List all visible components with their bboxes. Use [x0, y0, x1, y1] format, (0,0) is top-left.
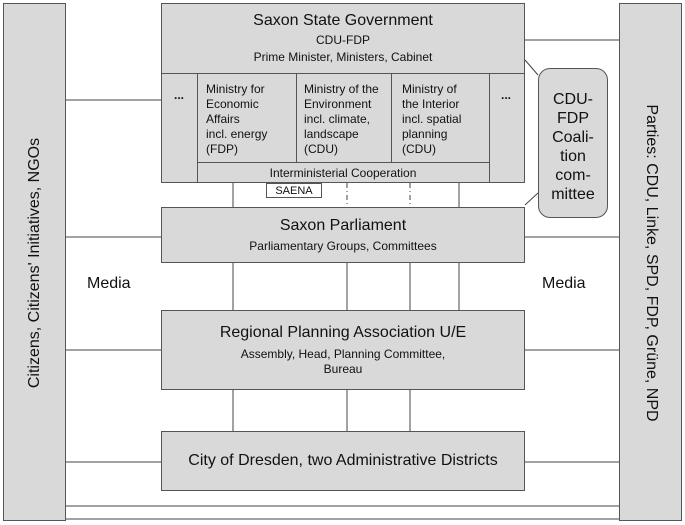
saena-label: SAENA — [266, 183, 322, 198]
citizens-bar — [3, 3, 66, 521]
media-left-label: Media — [87, 275, 131, 292]
coalition-committee-box — [538, 68, 608, 218]
ministry-interior: Ministry of the Interior incl. spatial planning (CDU) — [402, 82, 462, 156]
parliament-subtitle: Parliamentary Groups, Committees — [249, 239, 437, 253]
connector-coalition-parliament — [525, 193, 538, 205]
ministry-ellipsis-left — [162, 74, 198, 182]
coalition-line-2: FDP — [557, 110, 589, 127]
coalition-line-3: Coali- — [552, 129, 594, 146]
coalition-line-5: com- — [555, 167, 591, 184]
coalition-line-4: tion — [560, 148, 586, 165]
parties-label: Parties: CDU, Linke, SPD, FDP, Grüne, NPD — [643, 104, 660, 422]
citizens-label: Citizens, Citizens' Initiatives, NGOs — [26, 137, 43, 389]
ministries-row — [161, 73, 525, 183]
connector-coalition-government — [525, 60, 538, 75]
regional-subtitle-1: Assembly, Head, Planning Committee, — [240, 347, 446, 361]
ministry-environment: Ministry of the Environment incl. climate, landscape (CDU) — [297, 74, 392, 162]
ministry-ellipsis-right — [489, 74, 525, 182]
regional-title: Regional Planning Association U/E — [219, 324, 467, 341]
regional-planning-box — [161, 310, 525, 390]
government-members: Prime Minister, Ministers, Cabinet — [253, 50, 433, 64]
government-coalition: CDU-FDP — [316, 33, 370, 47]
regional-subtitle-2: Bureau — [323, 362, 363, 376]
coalition-line-6: mittee — [551, 186, 595, 203]
ministry-economic-affairs: Ministry for Economic Affairs incl. energy (FDP) — [197, 74, 297, 162]
government-title: Saxon State Government — [253, 12, 433, 29]
ministry-ellipsis-left-label: ... — [174, 88, 185, 102]
city-title: City of Dresden, two Administrative Districts — [188, 452, 498, 469]
media-right-label: Media — [542, 275, 586, 292]
interministerial-cooperation: Interministerial Cooperation — [197, 162, 489, 181]
city-dresden-box — [161, 431, 525, 491]
coalition-line-1: CDU- — [553, 91, 593, 108]
ministry-ellipsis-right-label: ... — [501, 88, 512, 102]
parliament-title: Saxon Parliament — [279, 217, 407, 234]
parliament-box — [161, 207, 525, 263]
parties-bar — [619, 3, 682, 521]
